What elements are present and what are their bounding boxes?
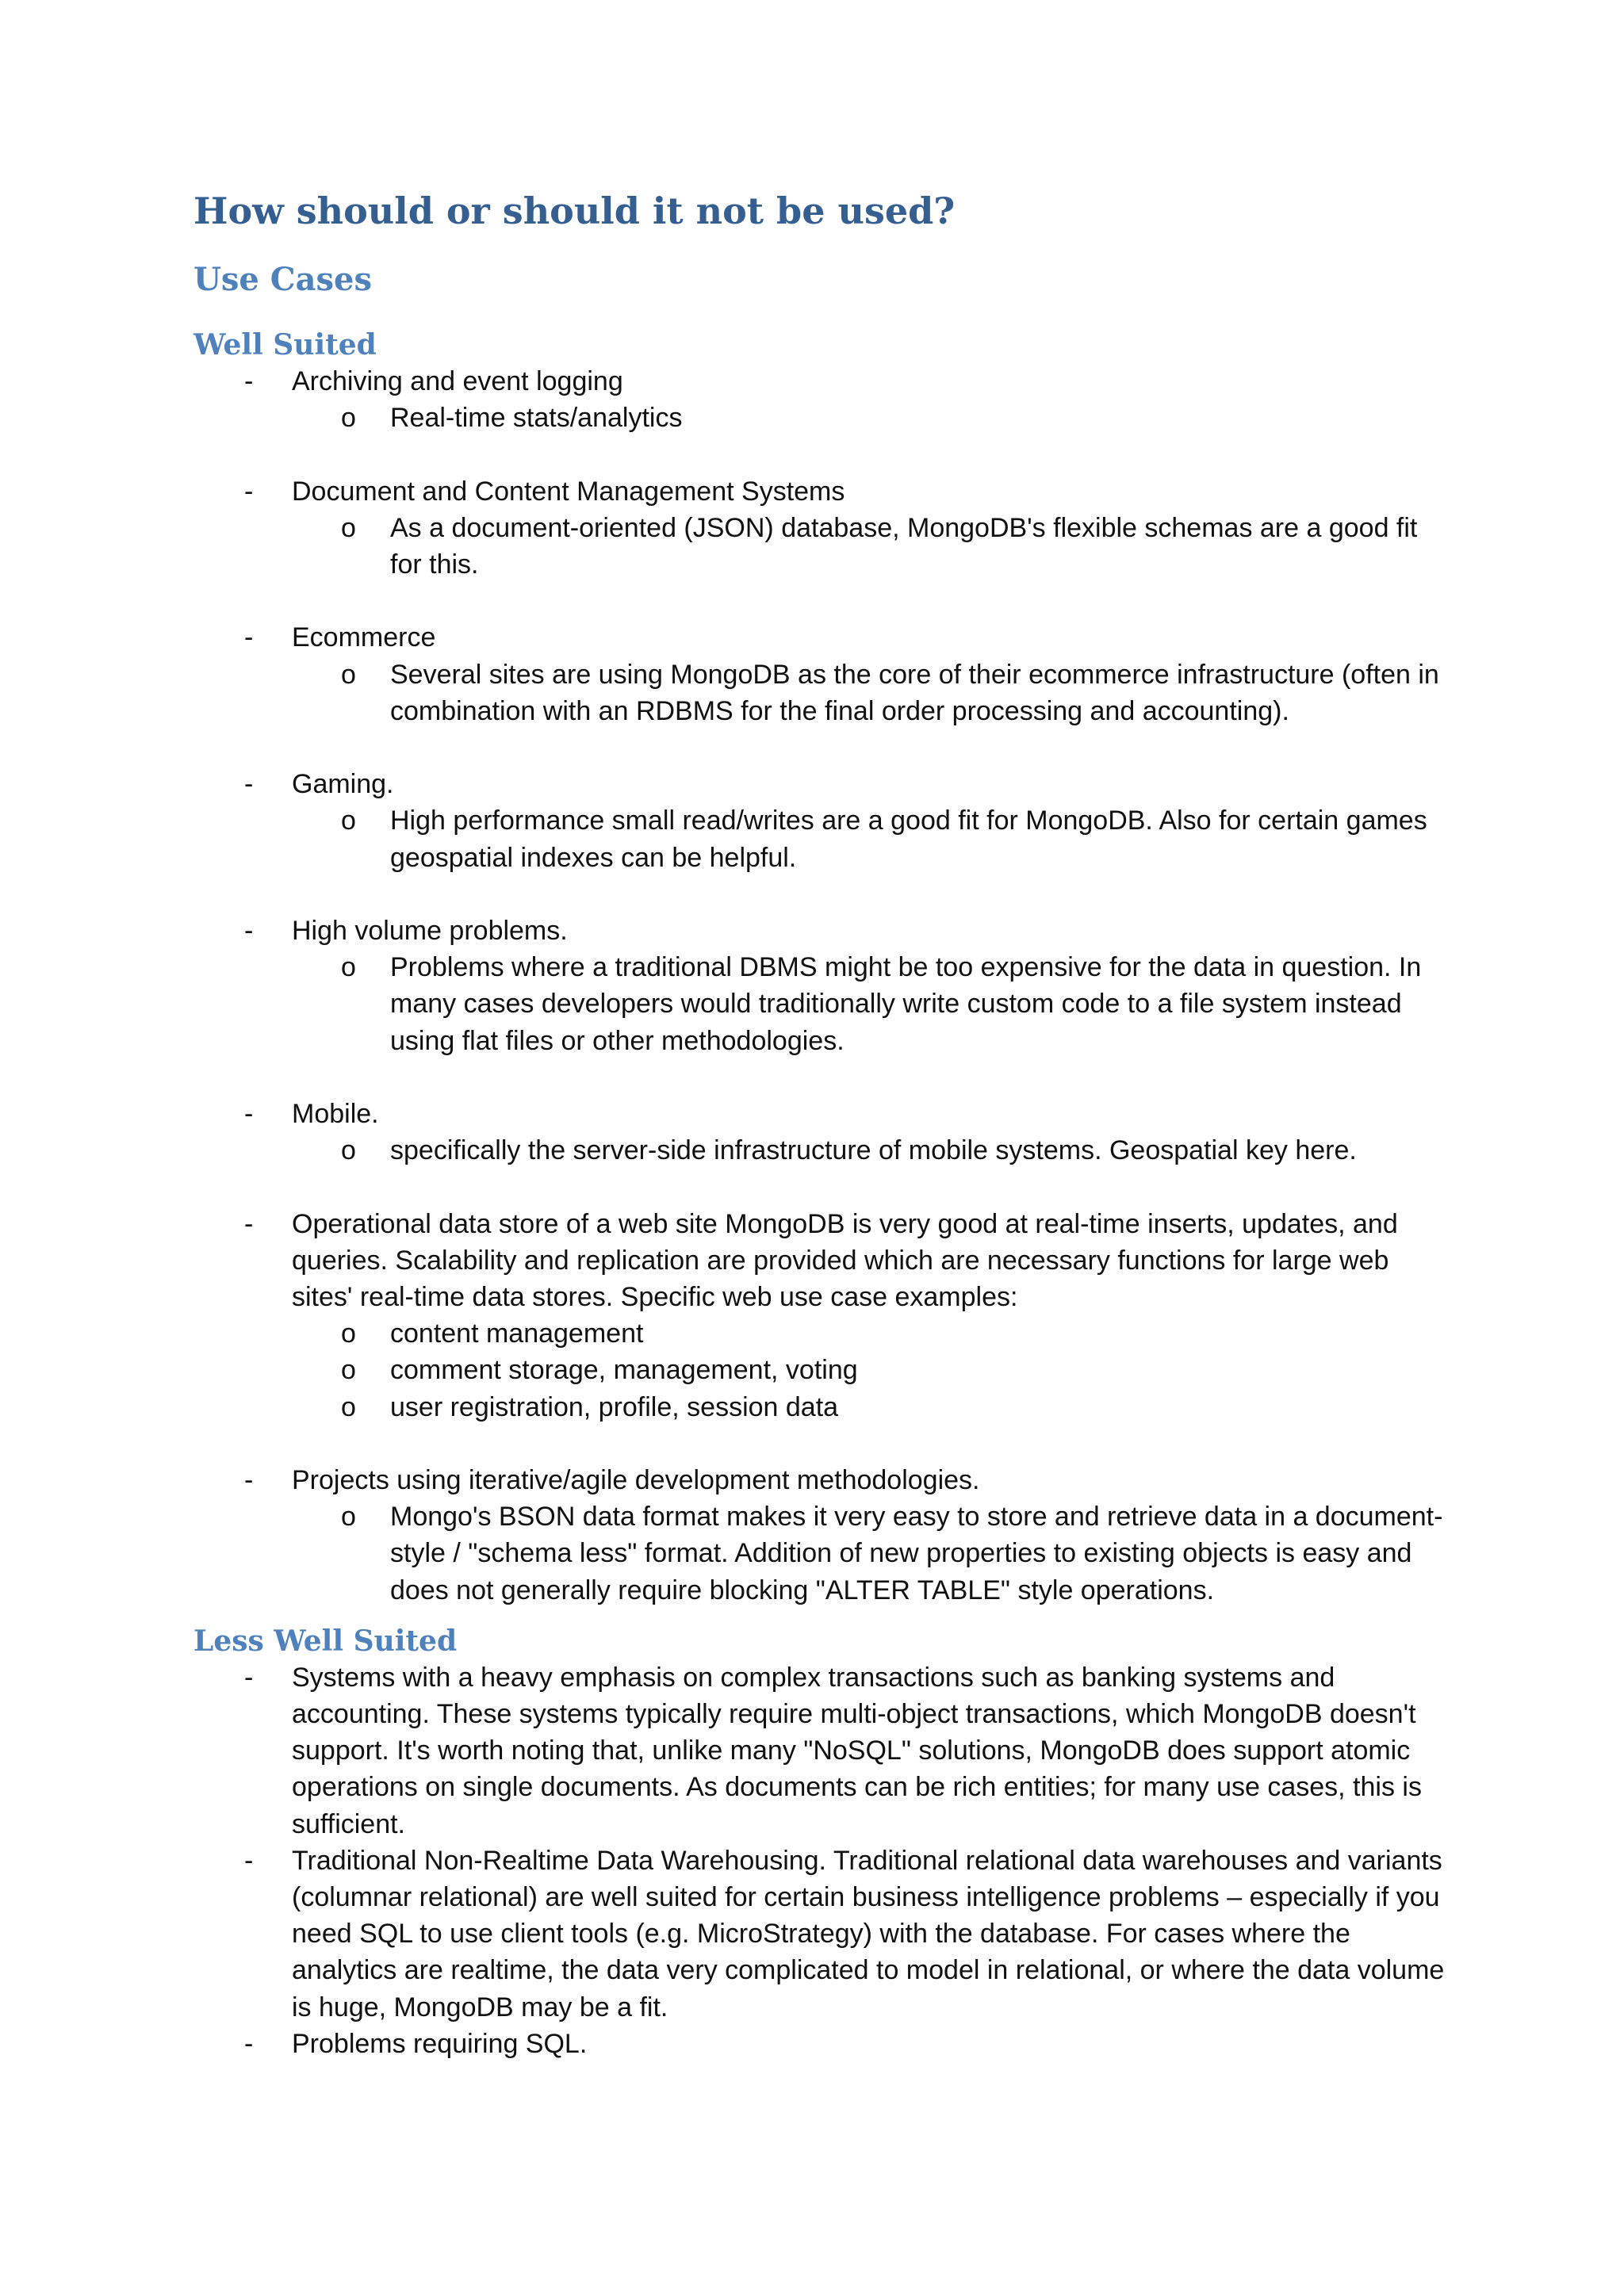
list-item [193, 1462, 1446, 1609]
sub-list-item [292, 1352, 1446, 1388]
less-well-suited-list [193, 1659, 1446, 2062]
circle-bullet: o [341, 403, 356, 434]
dash-bullet: - [244, 1208, 254, 1239]
list-item-text: Mobile. [292, 1098, 379, 1129]
list-item [193, 1206, 1446, 1425]
page-heading: How should or should it not be used? [193, 189, 956, 232]
list-item [193, 766, 1446, 876]
subsection-heading-well-suited: Well Suited [193, 328, 377, 362]
dash-bullet: - [244, 769, 254, 800]
well-suited-list [193, 363, 1446, 1609]
sub-list-item [292, 1132, 1446, 1169]
dash-bullet: - [244, 622, 254, 653]
circle-bullet: o [341, 512, 356, 543]
list-item-text: High volume problems. [292, 915, 568, 946]
sub-list-item [292, 1315, 1446, 1352]
dash-bullet: - [244, 1662, 254, 1693]
section-heading-use-cases: Use Cases [193, 261, 373, 298]
circle-bullet: o [341, 1391, 356, 1422]
list-item-text: Ecommerce [292, 622, 436, 653]
list-item [193, 1096, 1446, 1169]
list-item-text: Traditional Non-Realtime Data Warehousing. Traditional relational data warehouses and variants (columnar relational) are well suited for certain business intelligence problems – especially if you need SQL to use client tools (e.g. MicroStrategy) with the database. For cases where the analytics are realtime, the data very complicated to model in relational, or where the data volume is huge, MongoDB may be a fit. [292, 1845, 1445, 2022]
list-item [193, 913, 1446, 1059]
list-item-text: Projects using iterative/agile development methodologies. [292, 1464, 980, 1495]
sub-list [292, 510, 1446, 583]
circle-bullet: o [341, 1135, 356, 1166]
sub-list [292, 1315, 1446, 1425]
dash-bullet: - [244, 1098, 254, 1129]
dash-bullet: - [244, 476, 254, 507]
list-item [193, 1843, 1446, 2026]
list-item-text: Archiving and event logging [292, 366, 623, 396]
sub-list-item [292, 400, 1446, 436]
dash-bullet: - [244, 2028, 254, 2059]
sub-list-item [292, 1389, 1446, 1425]
dash-bullet: - [244, 366, 254, 396]
list-item [193, 1659, 1446, 1843]
circle-bullet: o [341, 1318, 356, 1349]
sub-list-item [292, 1498, 1446, 1609]
list-item [193, 363, 1446, 436]
sub-list-item-text: specifically the server-side infrastructure of mobile systems. Geospatial key here. [390, 1135, 1357, 1166]
circle-bullet: o [341, 952, 356, 983]
sub-list-item-text: content management [390, 1318, 644, 1349]
list-item-text: Gaming. [292, 769, 394, 800]
dash-bullet: - [244, 1464, 254, 1495]
sub-list-item [292, 802, 1446, 875]
list-item-text: Problems requiring SQL. [292, 2028, 588, 2059]
dash-bullet: - [244, 1845, 254, 1876]
list-item-text: Systems with a heavy emphasis on complex transactions such as banking systems and accounting. These systems typically require multi-object transactions, which MongoDB doesn't support. It's worth noting that, unlike many "NoSQL" solutions, MongoDB does support atomic operations on single documents. As documents can be rich entities; for many use cases, this is sufficient. [292, 1662, 1422, 1839]
list-item [193, 619, 1446, 729]
sub-list [292, 400, 1446, 436]
list-item-text: Document and Content Management Systems [292, 476, 845, 507]
sub-list-item-text: comment storage, management, voting [390, 1355, 858, 1386]
sub-list [292, 1498, 1446, 1609]
list-item [193, 2026, 1446, 2062]
subsection-heading-less-well-suited: Less Well Suited [193, 1624, 458, 1658]
sub-list [292, 802, 1446, 875]
circle-bullet: o [341, 1355, 356, 1386]
circle-bullet: o [341, 1502, 356, 1533]
sub-list [292, 949, 1446, 1059]
circle-bullet: o [341, 659, 356, 690]
sub-list-item [292, 949, 1446, 1059]
sub-list-item [292, 510, 1446, 583]
document-content [193, 187, 1446, 2062]
sub-list-item-text: Real-time stats/analytics [390, 403, 683, 434]
sub-list [292, 1132, 1446, 1169]
sub-list-item-text: High performance small read/writes are a good fit for MongoDB. Also for certain games geospatial indexes can be helpful. [390, 806, 1427, 873]
sub-list-item-text: Mongo's BSON data format makes it very easy to store and retrieve data in a document-style / "schema less" format. Addition of new properties to existing objects is easy and does not generally require blocking "ALTER TABLE" style operations. [390, 1502, 1443, 1605]
dash-bullet: - [244, 915, 254, 946]
sub-list-item-text: Several sites are using MongoDB as the core of their ecommerce infrastructure (often in combination with an RDBMS for the final order processing and accounting). [390, 659, 1439, 726]
sub-list-item [292, 656, 1446, 729]
sub-list [292, 656, 1446, 729]
list-item-text: Operational data store of a web site MongoDB is very good at real-time inserts, updates, and queries. Scalability and replication are provided which are necessary functions for large web sites' real-time data stores. Specific web use case examples: [292, 1208, 1398, 1312]
sub-list-item-text: Problems where a traditional DBMS might be too expensive for the data in question. In many cases developers would traditionally write custom code to a file system instead using flat files or other methodologies. [390, 952, 1422, 1056]
sub-list-item-text: As a document-oriented (JSON) database, MongoDB's flexible schemas are a good fit for this. [390, 512, 1418, 580]
list-item [193, 473, 1446, 584]
sub-list-item-text: user registration, profile, session data [390, 1391, 839, 1422]
circle-bullet: o [341, 806, 356, 836]
